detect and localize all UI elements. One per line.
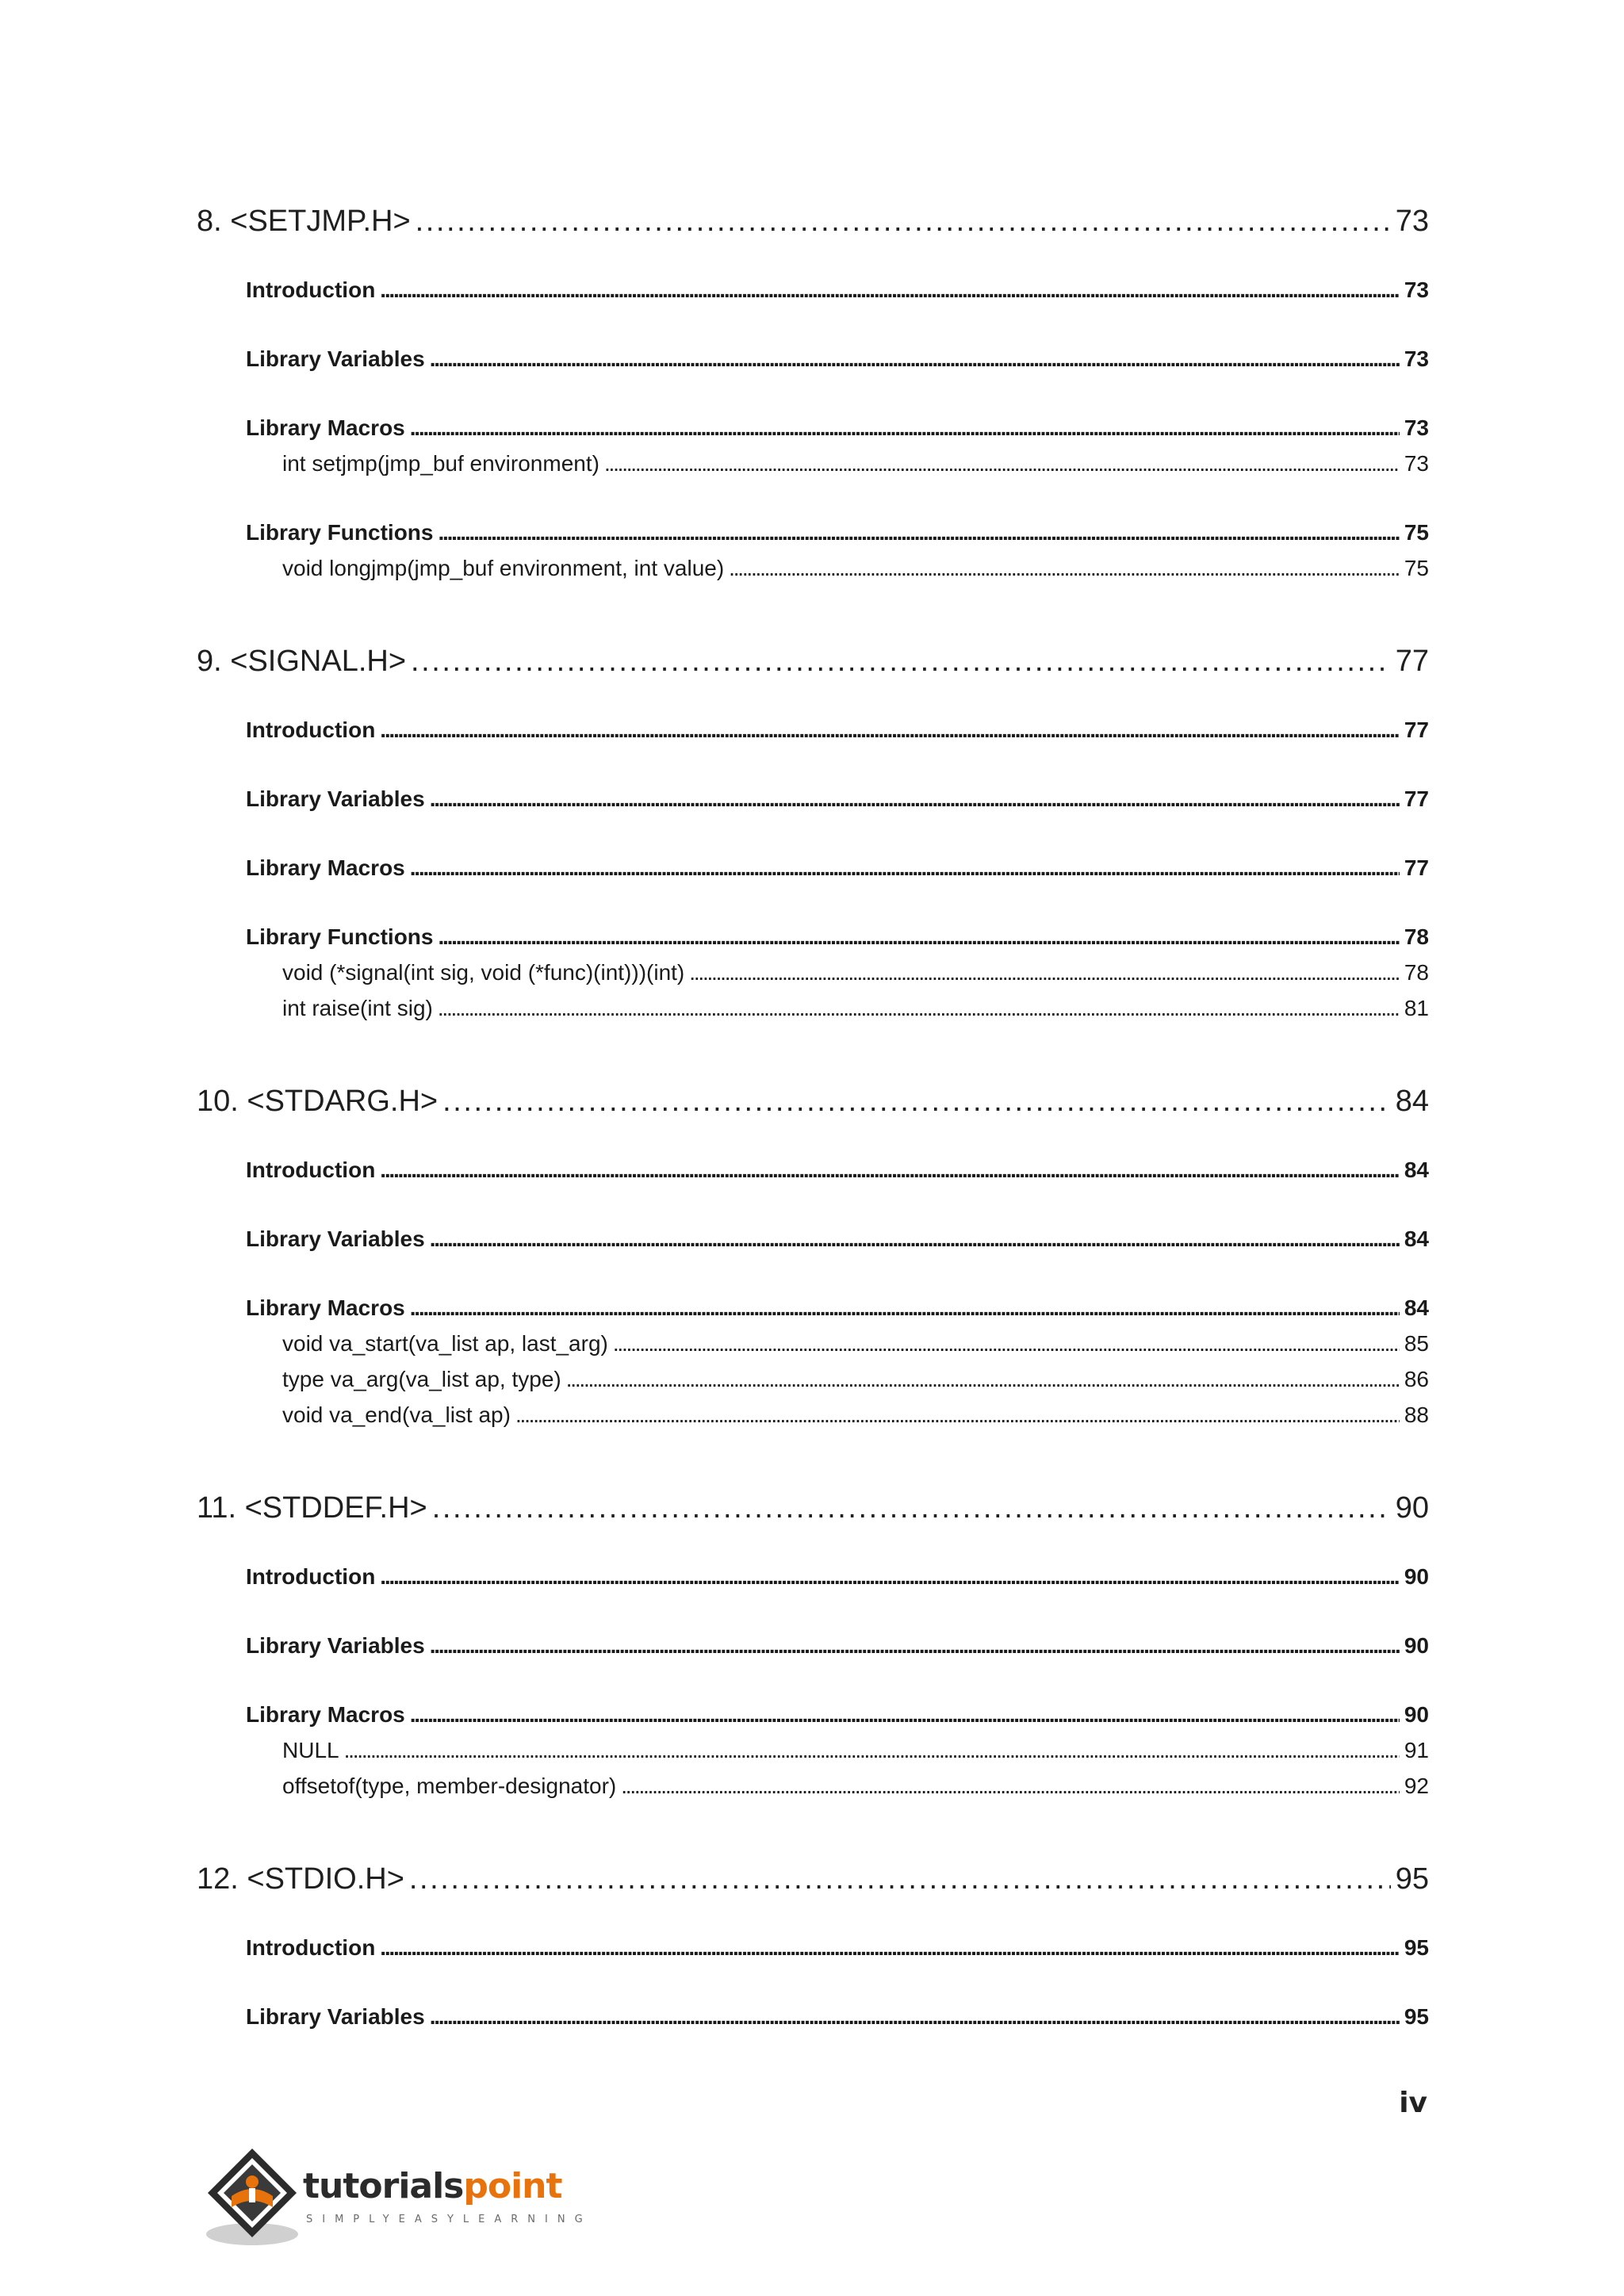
dot-leader	[566, 1367, 1400, 1392]
toc-entry-label: Introduction	[246, 718, 376, 742]
toc-entry-label: void (*signal(int sig, void (*func)(int)))(int)	[282, 960, 685, 985]
toc-entry-page-number: 84	[1404, 1226, 1429, 1251]
toc-entry-label: 10. <STDARG.H>	[197, 1085, 439, 1118]
toc-entry-page-number: 90	[1404, 1702, 1429, 1727]
toc-entry-page-number: 90	[1404, 1633, 1429, 1658]
toc-section-entry[interactable]	[246, 786, 1429, 812]
dot-leader	[430, 1226, 1400, 1252]
dot-leader	[621, 1774, 1400, 1799]
toc-entry-label: Introduction	[246, 1564, 376, 1589]
dot-leader	[409, 1862, 1391, 1896]
toc-entry-label: 12. <STDIO.H>	[197, 1862, 404, 1896]
toc-entry-page-number: 95	[1404, 2004, 1429, 2029]
toc-entry-label: int setjmp(jmp_buf environment)	[282, 451, 599, 476]
toc-entry-label: void longjmp(jmp_buf environment, int value)	[282, 556, 725, 580]
toc-entry-page-number: 73	[1404, 451, 1429, 476]
toc-entry-page-number: 78	[1404, 924, 1429, 949]
dot-leader	[442, 1085, 1391, 1119]
toc-entry-label: Library Functions	[246, 924, 434, 949]
toc-entry-label: 8. <SETJMP.H>	[197, 205, 411, 238]
dot-leader	[410, 1295, 1400, 1321]
toc-entry-label: Library Variables	[246, 2004, 425, 2029]
toc-section-entry[interactable]	[246, 1702, 1429, 1728]
dot-leader	[438, 520, 1399, 545]
toc-entry-label: 9. <SIGNAL.H>	[197, 645, 407, 678]
dot-leader	[515, 1402, 1400, 1428]
dot-leader	[410, 855, 1400, 881]
tutorialspoint-logo[interactable]	[195, 2141, 592, 2260]
dot-leader	[430, 786, 1400, 812]
toc-entry-page-number: 73	[1395, 205, 1429, 238]
toc-entry-label: Library Macros	[246, 855, 405, 880]
dot-leader	[438, 996, 1400, 1021]
toc-subsection-entry[interactable]	[282, 451, 1429, 476]
toc-chapter-entry[interactable]	[197, 1491, 1429, 1525]
toc-chapter-entry[interactable]	[197, 205, 1429, 239]
toc-entry-label: void va_start(va_list ap, last_arg)	[282, 1331, 608, 1356]
toc-entry-page-number: 91	[1404, 1738, 1429, 1762]
toc-section-entry[interactable]	[246, 277, 1429, 303]
toc-section-entry[interactable]	[246, 924, 1429, 950]
dot-leader	[729, 556, 1400, 581]
toc-entry-label: void va_end(va_list ap)	[282, 1402, 511, 1427]
toc-entry-page-number: 84	[1404, 1295, 1429, 1320]
toc-subsection-entry[interactable]	[282, 996, 1429, 1021]
toc-entry-label: int raise(int sig)	[282, 996, 433, 1020]
toc-entry-label: Library Functions	[246, 520, 434, 545]
toc-section-entry[interactable]	[246, 415, 1429, 441]
toc-section-entry[interactable]	[246, 1295, 1429, 1321]
toc-entry-label: Library Variables	[246, 1633, 425, 1658]
toc-entry-label: Library Macros	[246, 1295, 405, 1320]
toc-subsection-entry[interactable]	[282, 1738, 1429, 1763]
toc-entry-label: Library Variables	[246, 1226, 425, 1251]
toc-entry-page-number: 73	[1404, 415, 1429, 440]
toc-subsection-entry[interactable]	[282, 1331, 1429, 1357]
logo-emblem-icon	[195, 2141, 306, 2260]
toc-entry-label: 11. <STDDEF.H>	[197, 1491, 427, 1525]
toc-subsection-entry[interactable]	[282, 1402, 1429, 1428]
toc-subsection-entry[interactable]	[282, 1774, 1429, 1799]
toc-entry-page-number: 88	[1404, 1402, 1429, 1427]
toc-entry-label: type va_arg(va_list ap, type)	[282, 1367, 561, 1391]
toc-entry-page-number: 73	[1404, 346, 1429, 371]
dot-leader	[604, 451, 1400, 476]
logo-tagline: SIMPLYEASYLEARNING	[306, 2214, 592, 2225]
toc-entry-label: Library Macros	[246, 415, 405, 440]
dot-leader	[438, 924, 1399, 950]
toc-entry-page-number: 95	[1404, 1935, 1429, 1960]
toc-chapter-entry[interactable]	[197, 645, 1429, 679]
dot-leader	[344, 1738, 1400, 1763]
toc-entry-label: Introduction	[246, 1935, 376, 1960]
toc-entry-page-number: 77	[1404, 786, 1429, 811]
dot-leader	[416, 205, 1391, 239]
dot-leader	[411, 645, 1391, 679]
toc-chapter-entry[interactable]	[197, 1085, 1429, 1119]
toc-entry-label: Library Variables	[246, 346, 425, 371]
dot-leader	[432, 1491, 1391, 1525]
toc-entry-page-number: 78	[1404, 960, 1429, 985]
toc-entry-page-number: 86	[1404, 1367, 1429, 1391]
page-number: iv	[1399, 2087, 1427, 2119]
toc-subsection-entry[interactable]	[282, 960, 1429, 985]
dot-leader	[410, 1702, 1400, 1728]
dot-leader	[380, 1158, 1400, 1183]
dot-leader	[410, 415, 1400, 441]
toc-entry-label: Library Variables	[246, 786, 425, 811]
toc-section-entry[interactable]	[246, 1226, 1429, 1252]
logo-wordmark-part2: point	[463, 2166, 562, 2206]
toc-entry-label: NULL	[282, 1738, 339, 1762]
toc-section-entry[interactable]	[246, 1564, 1429, 1590]
toc-section-entry[interactable]	[246, 520, 1429, 545]
toc-entry-label: offsetof(type, member-designator)	[282, 1774, 617, 1798]
dot-leader	[430, 346, 1400, 372]
dot-leader	[613, 1331, 1400, 1357]
toc-entry-page-number: 95	[1395, 1862, 1429, 1896]
toc-subsection-entry[interactable]	[282, 1367, 1429, 1392]
toc-entry-page-number: 75	[1404, 520, 1429, 545]
dot-leader	[380, 277, 1400, 303]
toc-entry-page-number: 77	[1404, 855, 1429, 880]
toc-entry-page-number: 90	[1404, 1564, 1429, 1589]
toc-section-entry[interactable]	[246, 1935, 1429, 1961]
toc-section-entry[interactable]	[246, 2004, 1429, 2030]
toc-section-entry[interactable]	[246, 855, 1429, 881]
toc-entry-label: Library Macros	[246, 1702, 405, 1727]
toc-section-entry[interactable]	[246, 1633, 1429, 1659]
logo-wordmark	[303, 2166, 562, 2206]
dot-leader	[380, 1564, 1400, 1590]
toc-entry-page-number: 73	[1404, 277, 1429, 302]
toc-section-entry[interactable]	[246, 1158, 1429, 1183]
toc-section-entry[interactable]	[246, 346, 1429, 372]
toc-entry-page-number: 77	[1404, 718, 1429, 742]
toc-entry-page-number: 92	[1404, 1774, 1429, 1798]
dot-leader	[430, 1633, 1400, 1659]
toc-entry-page-number: 85	[1404, 1331, 1429, 1356]
toc-entry-page-number: 90	[1395, 1491, 1429, 1525]
toc-section-entry[interactable]	[246, 718, 1429, 743]
toc-subsection-entry[interactable]	[282, 556, 1429, 581]
logo-wordmark-part1: tutorials	[303, 2166, 464, 2206]
toc-entry-label: Introduction	[246, 277, 376, 302]
dot-leader	[380, 718, 1400, 743]
toc-entry-page-number: 84	[1395, 1085, 1429, 1118]
toc-entry-label: Introduction	[246, 1158, 376, 1182]
dot-leader	[430, 2004, 1400, 2030]
toc-entry-page-number: 75	[1404, 556, 1429, 580]
dot-leader	[689, 960, 1400, 985]
dot-leader	[380, 1935, 1400, 1961]
toc-entry-page-number: 84	[1404, 1158, 1429, 1182]
toc-entry-page-number: 81	[1404, 996, 1429, 1020]
toc-chapter-entry[interactable]	[197, 1862, 1429, 1896]
toc-entry-page-number: 77	[1395, 645, 1429, 678]
